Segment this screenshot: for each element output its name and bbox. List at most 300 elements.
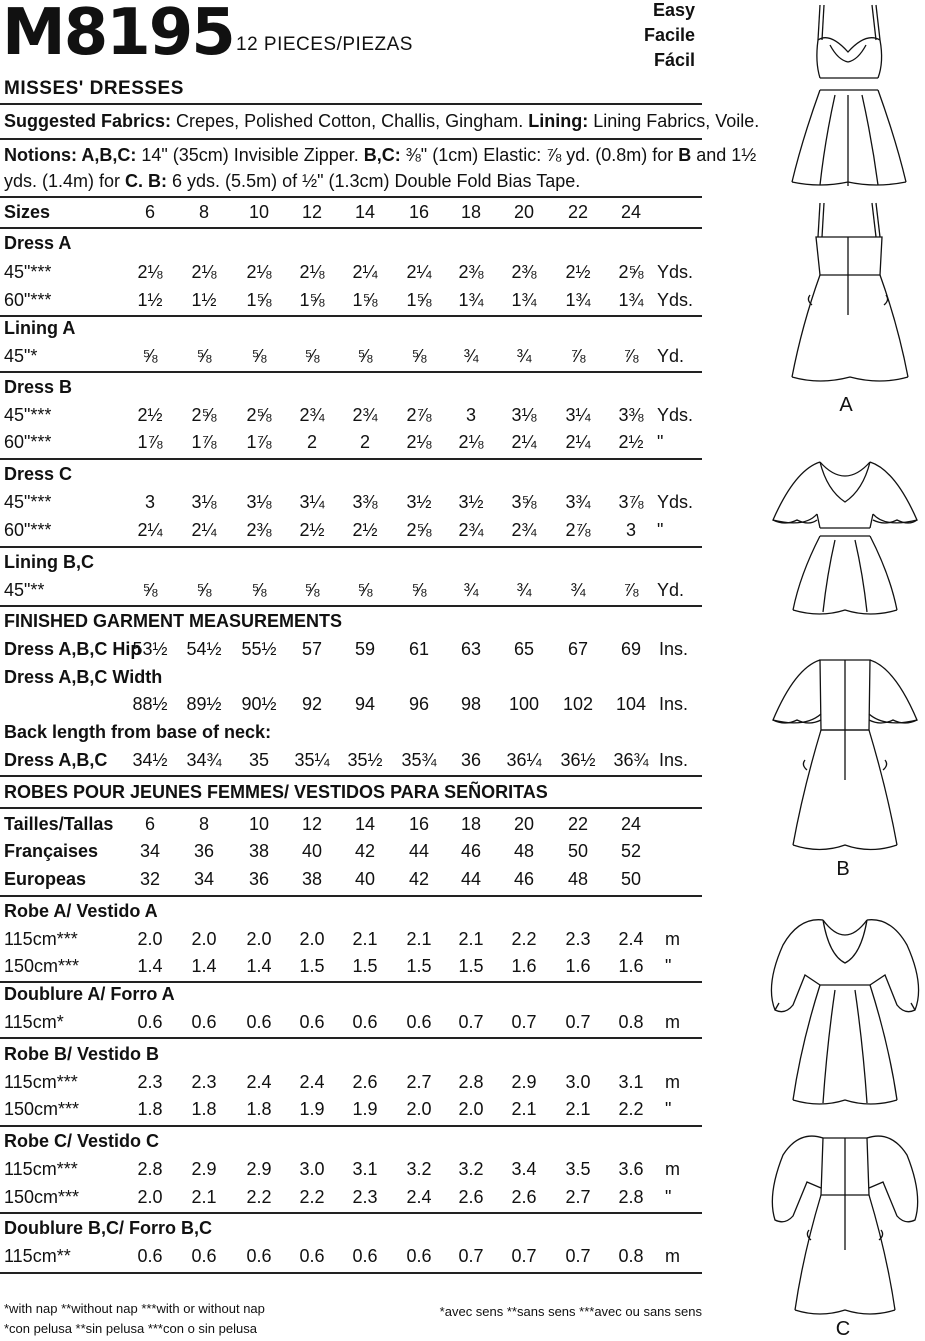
- table-cell: 1.6: [511, 956, 537, 976]
- table-cell: 36¼: [506, 750, 542, 770]
- table-cell: 2.1: [458, 929, 484, 949]
- table-cell: ⅞: [623, 580, 639, 600]
- table-cell: 67: [567, 639, 589, 659]
- table-cell: 2.0: [406, 1099, 432, 1119]
- table-cell: ⅝: [304, 346, 320, 366]
- divider: [0, 315, 702, 317]
- section-title: Dress B: [4, 377, 73, 397]
- notions-line-2: [4, 171, 580, 192]
- table-cell: 2⅛: [458, 432, 484, 452]
- difficulty-es: Fácil: [653, 50, 695, 70]
- table-cell: 3.2: [458, 1159, 484, 1179]
- table-cell: 2⅜: [511, 262, 537, 282]
- unit-label: ": [665, 1099, 672, 1119]
- table-cell: 0.7: [458, 1012, 484, 1032]
- table-cell: 2⅛: [246, 262, 272, 282]
- table-cell: 2¼: [511, 432, 537, 452]
- table-cell: 2.9: [191, 1159, 217, 1179]
- section-title: Robe C/ Vestido C: [4, 1131, 160, 1151]
- table-cell: 44: [460, 869, 482, 889]
- table-cell: 44: [408, 841, 430, 861]
- row-label: 115cm***: [4, 1072, 78, 1092]
- row-label: Tailles/Tallas: [4, 814, 114, 834]
- table-cell: 2.0: [191, 929, 217, 949]
- table-cell: 61: [408, 639, 430, 659]
- table-cell: 1.5: [299, 956, 325, 976]
- unit-label: Ins.: [659, 750, 689, 770]
- table-cell: 3⅛: [246, 492, 272, 512]
- table-cell: 1¾: [618, 290, 644, 310]
- table-cell: ⅝: [196, 580, 212, 600]
- row-label: 45"***: [4, 262, 52, 282]
- lining-text: Lining Fabrics, Voile.: [588, 111, 760, 131]
- table-cell: 92: [301, 694, 323, 714]
- table-cell: 2½: [565, 262, 591, 282]
- table-cell: 3.1: [352, 1159, 378, 1179]
- divider: [0, 546, 702, 548]
- size-header-cell: 14: [354, 202, 376, 222]
- table-cell: 2.8: [458, 1072, 484, 1092]
- table-cell: 0.6: [406, 1012, 432, 1032]
- table-cell: 0.6: [246, 1246, 272, 1266]
- table-cell: 98: [460, 694, 482, 714]
- section-title: Doublure B,C/ Forro B,C: [4, 1218, 212, 1238]
- table-cell: 36: [460, 750, 482, 770]
- table-cell: 2⅞: [406, 405, 432, 425]
- table-cell: 2.8: [618, 1187, 644, 1207]
- table-cell: 2.0: [458, 1099, 484, 1119]
- table-cell: 1⅞: [137, 432, 163, 452]
- table-cell: 50: [567, 841, 589, 861]
- row-label: 115cm*: [4, 1012, 64, 1032]
- row-label: 150cm***: [4, 1187, 80, 1207]
- size-header-cell: 10: [248, 202, 270, 222]
- table-cell: 2.9: [246, 1159, 272, 1179]
- table-cell: 2⅛: [191, 262, 217, 282]
- table-cell: ⅝: [251, 580, 267, 600]
- divider: [0, 1037, 702, 1039]
- table-cell: 1¾: [565, 290, 591, 310]
- table-cell: 1.4: [246, 956, 272, 976]
- table-cell: 0.6: [191, 1246, 217, 1266]
- dress-c-front-illustration: [765, 905, 925, 1110]
- fabrics-label: Suggested Fabrics:: [4, 111, 172, 131]
- table-cell: 3.2: [406, 1159, 432, 1179]
- table-cell: 3⅝: [511, 492, 537, 512]
- table-cell: 3: [465, 405, 477, 425]
- table-cell: 3.4: [511, 1159, 537, 1179]
- divider: [0, 1125, 702, 1127]
- table-cell: ¾: [516, 580, 532, 600]
- table-cell: 3.5: [565, 1159, 591, 1179]
- table-cell: 2.2: [246, 1187, 272, 1207]
- unit-label: m: [665, 1012, 680, 1032]
- table-cell: 22: [567, 814, 589, 834]
- dress-c-back-illustration: [765, 1120, 925, 1320]
- pattern-number: M8195: [2, 0, 234, 70]
- row-label: 60"***: [4, 290, 52, 310]
- table-cell: 2¼: [137, 520, 163, 540]
- table-cell: 3⅞: [618, 492, 644, 512]
- notions-text: yds. (1.4m) for: [4, 171, 126, 191]
- lining-label: Lining:: [528, 111, 589, 131]
- table-cell: 2.0: [137, 929, 163, 949]
- table-cell: 1.8: [137, 1099, 163, 1119]
- table-cell: 2⅛: [299, 262, 325, 282]
- table-cell: 2.4: [299, 1072, 325, 1092]
- table-cell: 1.4: [191, 956, 217, 976]
- table-cell: 0.7: [458, 1246, 484, 1266]
- table-cell: 59: [354, 639, 376, 659]
- table-cell: 36: [193, 841, 215, 861]
- table-cell: 0.7: [511, 1012, 537, 1032]
- divider: [0, 1272, 702, 1274]
- row-label: 150cm***: [4, 956, 80, 976]
- figure-label-b: B: [836, 858, 850, 880]
- table-cell: 2.0: [246, 929, 272, 949]
- table-cell: 0.7: [565, 1012, 591, 1032]
- row-label: Dress A,B,C Width: [4, 667, 163, 687]
- table-cell: 2.1: [191, 1187, 217, 1207]
- unit-label: Ins.: [659, 694, 689, 714]
- table-cell: 3¼: [299, 492, 325, 512]
- table-cell: 2¼: [406, 262, 432, 282]
- unit-label: Yd.: [657, 580, 685, 600]
- table-cell: 2.1: [565, 1099, 591, 1119]
- table-cell: 50: [620, 869, 642, 889]
- table-cell: ⅝: [142, 346, 158, 366]
- table-cell: 2⅛: [406, 432, 432, 452]
- table-cell: 2⅝: [191, 405, 217, 425]
- table-cell: 2.2: [511, 929, 537, 949]
- notions-text: ⅜" (1cm) Elastic: ⅞ yd. (0.8m) for: [400, 145, 679, 165]
- table-cell: 104: [615, 694, 647, 714]
- table-cell: 0.6: [246, 1012, 272, 1032]
- table-cell: 34: [193, 869, 215, 889]
- table-cell: 1¾: [458, 290, 484, 310]
- table-cell: 35: [248, 750, 270, 770]
- table-cell: 36¾: [613, 750, 649, 770]
- table-cell: 3⅜: [352, 492, 378, 512]
- table-cell: 36½: [560, 750, 596, 770]
- table-cell: 12: [301, 814, 323, 834]
- table-cell: 2.4: [618, 929, 644, 949]
- unit-label: Yds.: [657, 262, 694, 282]
- table-cell: 6: [144, 814, 156, 834]
- table-cell: 1⅞: [246, 432, 272, 452]
- table-cell: ¾: [516, 346, 532, 366]
- table-cell: 96: [408, 694, 430, 714]
- table-cell: 3¾: [565, 492, 591, 512]
- table-cell: 3⅜: [618, 405, 644, 425]
- table-cell: 2½: [137, 405, 163, 425]
- table-cell: ⅞: [570, 346, 586, 366]
- table-cell: 89½: [186, 694, 222, 714]
- divider: [0, 371, 702, 373]
- table-cell: 0.6: [299, 1246, 325, 1266]
- dress-b-front-illustration: [765, 450, 925, 620]
- table-cell: 3: [625, 520, 637, 540]
- table-cell: ⅝: [357, 346, 373, 366]
- row-label: 60"***: [4, 432, 52, 452]
- notions-text: B,C:: [363, 145, 401, 165]
- size-header-cell: 24: [620, 202, 642, 222]
- dress-b-back-illustration: [765, 630, 925, 855]
- row-label: 150cm***: [4, 1099, 80, 1119]
- table-cell: ¾: [463, 346, 479, 366]
- table-cell: 2.4: [246, 1072, 272, 1092]
- size-header-cell: 20: [513, 202, 535, 222]
- table-cell: 0.7: [511, 1246, 537, 1266]
- table-cell: 3: [144, 492, 156, 512]
- footnote-en: *with nap **without nap ***with or without nap: [4, 1301, 265, 1316]
- table-cell: 38: [248, 841, 270, 861]
- row-label: 45"***: [4, 405, 52, 425]
- unit-label: ": [665, 956, 672, 976]
- table-cell: 102: [562, 694, 594, 714]
- section-title: Lining A: [4, 318, 76, 338]
- table-cell: 2.6: [352, 1072, 378, 1092]
- table-cell: 40: [301, 841, 323, 861]
- table-cell: 0.6: [191, 1012, 217, 1032]
- table-cell: 1⅝: [352, 290, 378, 310]
- table-cell: 1.5: [458, 956, 484, 976]
- table-cell: 2.4: [406, 1187, 432, 1207]
- table-cell: 42: [354, 841, 376, 861]
- section-title: Dress A: [4, 233, 72, 253]
- table-cell: 1.8: [246, 1099, 272, 1119]
- table-cell: 2⅝: [618, 262, 644, 282]
- table-cell: 54½: [186, 639, 222, 659]
- size-header-cell: 8: [198, 202, 210, 222]
- table-cell: 57: [301, 639, 323, 659]
- table-cell: 100: [508, 694, 540, 714]
- table-cell: 2¾: [299, 405, 325, 425]
- table-cell: 1¾: [511, 290, 537, 310]
- divider: [0, 605, 702, 607]
- table-cell: 2½: [299, 520, 325, 540]
- divider: [0, 138, 702, 140]
- table-cell: 0.8: [618, 1012, 644, 1032]
- table-cell: 3.0: [565, 1072, 591, 1092]
- table-cell: 2.3: [137, 1072, 163, 1092]
- divider: [0, 1212, 702, 1214]
- table-cell: 38: [301, 869, 323, 889]
- pieces-count: 12 PIECES/PIEZAS: [236, 34, 413, 55]
- section-title: Dress C: [4, 464, 73, 484]
- table-cell: 8: [198, 814, 210, 834]
- table-cell: 34: [139, 841, 161, 861]
- table-cell: 0.6: [299, 1012, 325, 1032]
- table-cell: 1.6: [565, 956, 591, 976]
- table-cell: 0.6: [352, 1246, 378, 1266]
- table-cell: 2.3: [352, 1187, 378, 1207]
- table-cell: 2.6: [458, 1187, 484, 1207]
- table-cell: 34¾: [186, 750, 222, 770]
- row-label: Europeas: [4, 869, 87, 889]
- table-cell: 2⅜: [246, 520, 272, 540]
- figure-label-a: A: [839, 394, 853, 416]
- table-cell: 69: [620, 639, 642, 659]
- unit-label: m: [665, 929, 680, 949]
- divider: [0, 807, 702, 809]
- notions-text: Notions: A,B,C:: [4, 145, 137, 165]
- table-cell: 1⅞: [191, 432, 217, 452]
- table-cell: 1.5: [406, 956, 432, 976]
- unit-label: Yds.: [657, 492, 694, 512]
- table-cell: 2.2: [299, 1187, 325, 1207]
- table-cell: 1.8: [191, 1099, 217, 1119]
- row-label: Françaises: [4, 841, 99, 861]
- divider: [0, 895, 702, 897]
- size-header-cell: 12: [301, 202, 323, 222]
- table-cell: 46: [460, 841, 482, 861]
- table-cell: ⅝: [411, 346, 427, 366]
- notions-text: C. B:: [125, 171, 168, 191]
- section-title: ROBES POUR JEUNES FEMMES/ VESTIDOS PARA SEÑORITAS: [4, 782, 548, 802]
- table-cell: 2.6: [511, 1187, 537, 1207]
- table-cell: 2½: [618, 432, 644, 452]
- difficulty-en: Easy: [652, 0, 695, 20]
- divider: [0, 227, 702, 229]
- table-cell: 3½: [406, 492, 432, 512]
- size-header-cell: 18: [460, 202, 482, 222]
- table-cell: 55½: [241, 639, 277, 659]
- table-cell: 24: [620, 814, 642, 834]
- table-cell: 3⅛: [511, 405, 537, 425]
- table-cell: 32: [139, 869, 161, 889]
- section-title: Robe A/ Vestido A: [4, 901, 158, 921]
- unit-label: ": [665, 1187, 672, 1207]
- table-cell: 1⅝: [299, 290, 325, 310]
- divider: [0, 103, 702, 105]
- table-cell: 1.5: [352, 956, 378, 976]
- size-header-cell: 22: [567, 202, 589, 222]
- table-cell: 2⅜: [458, 262, 484, 282]
- table-cell: 1⅝: [246, 290, 272, 310]
- table-cell: 88½: [132, 694, 168, 714]
- footnote-fr: *avec sens **sans sens ***avec ou sans sens: [439, 1304, 702, 1319]
- table-cell: 2.3: [565, 929, 591, 949]
- table-cell: 2¾: [352, 405, 378, 425]
- row-label: 45"**: [4, 580, 45, 600]
- table-cell: 0.6: [137, 1246, 163, 1266]
- fabrics-text: Crepes, Polished Cotton, Challis, Gingham.: [171, 111, 529, 131]
- table-cell: 3⅛: [191, 492, 217, 512]
- unit-label: Yds.: [657, 405, 694, 425]
- section-title: Robe B/ Vestido B: [4, 1044, 160, 1064]
- table-cell: 1⅝: [406, 290, 432, 310]
- table-cell: 1.6: [618, 956, 644, 976]
- table-cell: 10: [248, 814, 270, 834]
- table-cell: ⅝: [357, 580, 373, 600]
- section-title: FINISHED GARMENT MEASUREMENTS: [4, 611, 343, 631]
- table-cell: 2⅝: [406, 520, 432, 540]
- table-cell: 90½: [241, 694, 277, 714]
- table-cell: 1½: [191, 290, 217, 310]
- table-cell: 2.8: [137, 1159, 163, 1179]
- divider: [0, 775, 702, 777]
- table-cell: 3½: [458, 492, 484, 512]
- table-cell: 2⅝: [246, 405, 272, 425]
- row-label: Dress A,B,C Hip: [4, 639, 142, 659]
- table-cell: 1.4: [137, 956, 163, 976]
- notions-text: 6 yds. (5.5m) of ½" (1.3cm) Double Fold Bias Tape.: [167, 171, 581, 191]
- table-cell: 1½: [137, 290, 163, 310]
- unit-label: m: [665, 1072, 680, 1092]
- table-cell: 1.9: [299, 1099, 325, 1119]
- table-cell: 63: [460, 639, 482, 659]
- table-cell: 2.3: [191, 1072, 217, 1092]
- row-label: 115cm**: [4, 1246, 71, 1266]
- unit-label: Ins.: [659, 639, 689, 659]
- unit-label: m: [665, 1159, 680, 1179]
- table-cell: 3.0: [299, 1159, 325, 1179]
- size-header-cell: 6: [144, 202, 156, 222]
- table-cell: 2.0: [299, 929, 325, 949]
- table-cell: 2⅛: [137, 262, 163, 282]
- table-cell: 2¾: [511, 520, 537, 540]
- table-cell: 0.7: [565, 1246, 591, 1266]
- divider: [0, 981, 702, 983]
- row-label: 115cm***: [4, 929, 78, 949]
- table-cell: 1.9: [352, 1099, 378, 1119]
- table-cell: 65: [513, 639, 535, 659]
- table-cell: 94: [354, 694, 376, 714]
- table-cell: ⅝: [411, 580, 427, 600]
- table-cell: 52: [620, 841, 642, 861]
- sizes-label: Sizes: [4, 202, 51, 222]
- table-cell: 2.2: [618, 1099, 644, 1119]
- notions-text: 14" (35cm) Invisible Zipper.: [136, 145, 364, 165]
- table-cell: 2: [359, 432, 371, 452]
- table-cell: ⅝: [251, 346, 267, 366]
- notions-line-1: [4, 145, 756, 166]
- table-cell: ¾: [463, 580, 479, 600]
- table-cell: 48: [567, 869, 589, 889]
- table-cell: 0.8: [618, 1246, 644, 1266]
- table-cell: 2.1: [511, 1099, 537, 1119]
- divider: [0, 458, 702, 460]
- row-label: 45"*: [4, 346, 38, 366]
- table-cell: 0.6: [352, 1012, 378, 1032]
- table-cell: 18: [460, 814, 482, 834]
- table-cell: 20: [513, 814, 535, 834]
- unit-label: Yds.: [657, 290, 694, 310]
- dress-a-back-illustration: [780, 195, 920, 390]
- table-cell: 0.6: [406, 1246, 432, 1266]
- notions-text: and 1½: [691, 145, 757, 165]
- table-cell: 2¼: [352, 262, 378, 282]
- table-cell: 14: [354, 814, 376, 834]
- row-label: 60"***: [4, 520, 52, 540]
- table-cell: 2¾: [458, 520, 484, 540]
- table-cell: 46: [513, 869, 535, 889]
- table-cell: 35½: [347, 750, 383, 770]
- unit-label: ": [657, 520, 664, 540]
- table-cell: 2: [306, 432, 318, 452]
- unit-label: Yd.: [657, 346, 685, 366]
- difficulty-fr: Facile: [643, 25, 695, 45]
- table-cell: 53½: [132, 639, 168, 659]
- table-cell: ⅝: [196, 346, 212, 366]
- table-cell: 2.7: [406, 1072, 432, 1092]
- table-cell: 16: [408, 814, 430, 834]
- table-cell: ⅝: [142, 580, 158, 600]
- table-cell: 36: [248, 869, 270, 889]
- table-cell: 2¼: [191, 520, 217, 540]
- table-cell: 3¼: [565, 405, 591, 425]
